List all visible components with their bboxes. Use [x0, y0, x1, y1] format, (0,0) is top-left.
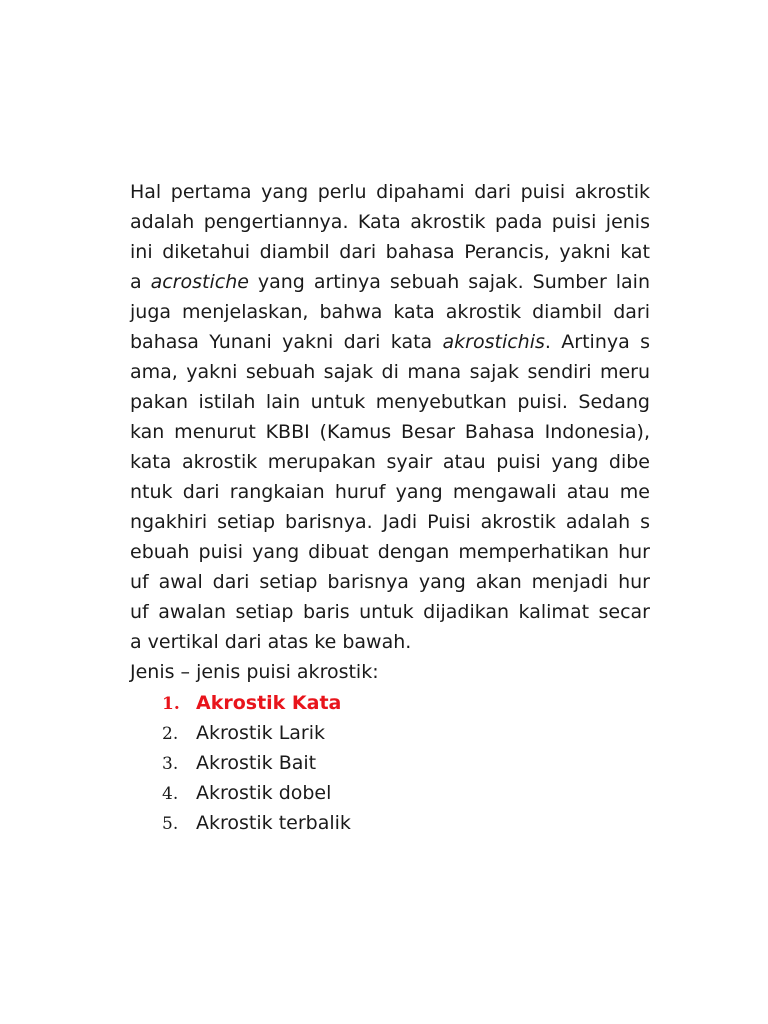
paragraph-line: ngakhiri setiap barisnya. Jadi Puisi akrostik adalah s	[130, 511, 650, 533]
list-item	[162, 688, 351, 718]
list-item-number: 3.	[162, 754, 179, 774]
list-item-number: 4.	[162, 784, 179, 804]
body-paragraph	[130, 177, 650, 657]
list-item-label: Akrostik terbalik	[196, 812, 351, 834]
list-item-label: Akrostik Larik	[196, 722, 326, 744]
list-item-number: 1.	[162, 694, 180, 714]
list-item	[162, 808, 351, 838]
paragraph-line: kan menurut KBBI (Kamus Besar Bahasa Indonesia),	[130, 421, 650, 443]
list-heading: Jenis – jenis puisi akrostik:	[130, 661, 379, 683]
paragraph-line: ama, yakni sebuah sajak di mana sajak sendiri meru	[130, 361, 650, 383]
list-item-label: Akrostik Kata	[196, 692, 342, 714]
paragraph-line: uf awal dari setiap barisnya yang akan menjadi hur	[130, 571, 650, 593]
list-item-label: Akrostik dobel	[196, 782, 332, 804]
paragraph-line: uf awalan setiap baris untuk dijadikan kalimat secar	[130, 601, 650, 623]
italic-term: acrostiche	[150, 271, 249, 293]
paragraph-line: adalah pengertiannya. Kata akrostik pada puisi jenis	[130, 211, 650, 233]
list-item-number: 5.	[162, 814, 179, 834]
paragraph-line: Hal pertama yang perlu dipahami dari puisi akrostik	[130, 181, 650, 203]
italic-term: akrostichis	[442, 331, 545, 353]
paragraph-line: ebuah puisi yang dibuat dengan memperhatikan hur	[130, 541, 650, 563]
paragraph-line: a vertikal dari atas ke bawah.	[130, 631, 412, 653]
paragraph-line: a acrostiche yang artinya sebuah sajak. Sumber lain	[130, 271, 650, 293]
paragraph-line: ntuk dari rangkaian huruf yang mengawali atau me	[130, 481, 650, 503]
list-item	[162, 778, 351, 808]
paragraph-line: kata akrostik merupakan syair atau puisi yang dibe	[130, 451, 650, 473]
list-item-number: 2.	[162, 724, 179, 744]
paragraph-line: ini diketahui diambil dari bahasa Perancis, yakni kat	[130, 241, 650, 263]
paragraph-line: pakan istilah lain untuk menyebutkan puisi. Sedang	[130, 391, 650, 413]
list-item-label: Akrostik Bait	[196, 752, 317, 774]
list-item	[162, 718, 351, 748]
akrostik-types-list	[162, 688, 351, 838]
paragraph-line: juga menjelaskan, bahwa kata akrostik diambil dari	[130, 301, 650, 323]
paragraph-line: bahasa Yunani yakni dari kata akrostichis. Artinya s	[130, 331, 651, 353]
list-item	[162, 748, 351, 778]
